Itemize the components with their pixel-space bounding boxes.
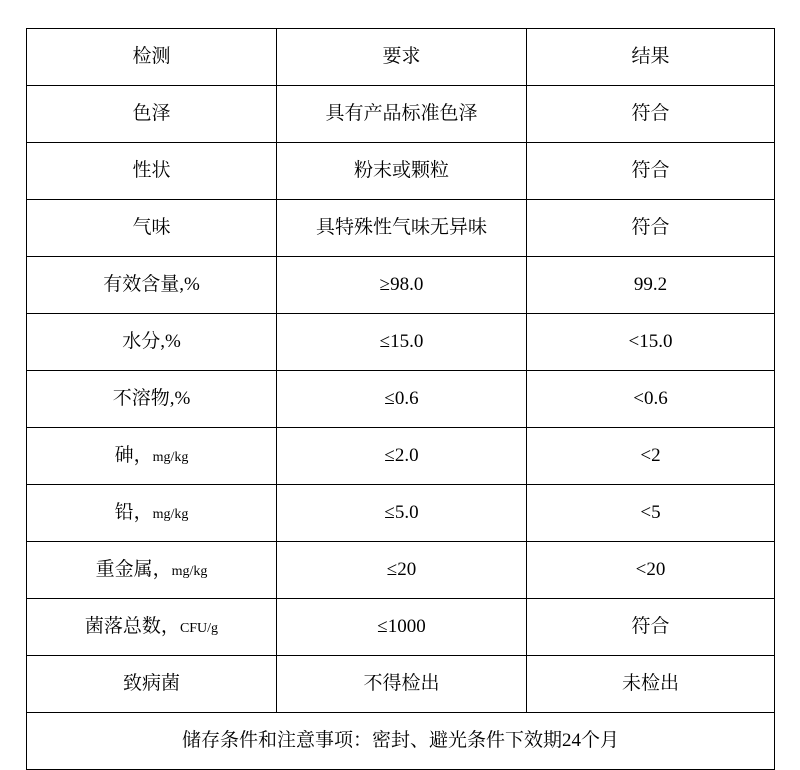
cell-requirement: 不得检出 xyxy=(277,656,527,713)
table-header-row xyxy=(27,29,775,86)
cell-result: 未检出 xyxy=(527,656,775,713)
cell-requirement: ≤20 xyxy=(277,542,527,599)
cell-item xyxy=(27,314,277,371)
cell-item xyxy=(27,143,277,200)
item-label: 色泽 xyxy=(132,103,171,125)
column-header-item: 检测 xyxy=(27,29,277,86)
item-label: 有效含量,% xyxy=(103,274,200,296)
cell-item xyxy=(27,599,277,656)
item-unit: CFU/g xyxy=(179,621,219,637)
cell-item xyxy=(27,200,277,257)
cell-result: <20 xyxy=(527,542,775,599)
storage-note: 储存条件和注意事项：密封、避光条件下效期24个月 xyxy=(27,713,775,770)
item-label: 水分,% xyxy=(122,331,181,353)
item-label: 性状 xyxy=(132,160,171,182)
cell-requirement: ≤15.0 xyxy=(277,314,527,371)
cell-requirement: 具有产品标准色泽 xyxy=(277,86,527,143)
cell-requirement: ≤1000 xyxy=(277,599,527,656)
table-body xyxy=(27,29,775,770)
table-row xyxy=(27,314,775,371)
table-row xyxy=(27,143,775,200)
column-header-result: 结果 xyxy=(527,29,775,86)
cell-item xyxy=(27,86,277,143)
cell-item xyxy=(27,371,277,428)
cell-result: <0.6 xyxy=(527,371,775,428)
cell-item xyxy=(27,257,277,314)
item-label: 气味 xyxy=(132,217,171,239)
cell-result: 符合 xyxy=(527,143,775,200)
cell-requirement: ≤5.0 xyxy=(277,485,527,542)
cell-result: <15.0 xyxy=(527,314,775,371)
item-unit: mg/kg xyxy=(152,450,189,466)
item-unit: mg/kg xyxy=(171,564,208,580)
cell-result: <5 xyxy=(527,485,775,542)
table-row xyxy=(27,485,775,542)
table-row xyxy=(27,200,775,257)
table-row xyxy=(27,542,775,599)
cell-result: 99.2 xyxy=(527,257,775,314)
cell-result: 符合 xyxy=(527,200,775,257)
cell-requirement: 粉末或颗粒 xyxy=(277,143,527,200)
cell-item xyxy=(27,656,277,713)
item-unit: mg/kg xyxy=(152,507,189,523)
column-header-requirement: 要求 xyxy=(277,29,527,86)
item-label: 砷， xyxy=(114,445,153,467)
cell-requirement: ≤2.0 xyxy=(277,428,527,485)
table-row xyxy=(27,428,775,485)
table-note-row xyxy=(27,713,775,770)
item-label: 重金属， xyxy=(95,559,172,581)
item-label: 致病菌 xyxy=(122,673,180,695)
specification-table xyxy=(26,28,775,770)
cell-item xyxy=(27,542,277,599)
item-label: 菌落总数， xyxy=(84,616,180,638)
cell-result: <2 xyxy=(527,428,775,485)
cell-result: 符合 xyxy=(527,86,775,143)
cell-item xyxy=(27,485,277,542)
item-label: 铅， xyxy=(114,502,153,524)
table-row xyxy=(27,371,775,428)
cell-requirement: 具特殊性气味无异味 xyxy=(277,200,527,257)
table-row xyxy=(27,86,775,143)
item-label: 不溶物,% xyxy=(112,388,191,410)
table-row xyxy=(27,257,775,314)
table-row xyxy=(27,599,775,656)
cell-item xyxy=(27,428,277,485)
table-row xyxy=(27,656,775,713)
cell-result: 符合 xyxy=(527,599,775,656)
cell-requirement: ≥98.0 xyxy=(277,257,527,314)
cell-requirement: ≤0.6 xyxy=(277,371,527,428)
